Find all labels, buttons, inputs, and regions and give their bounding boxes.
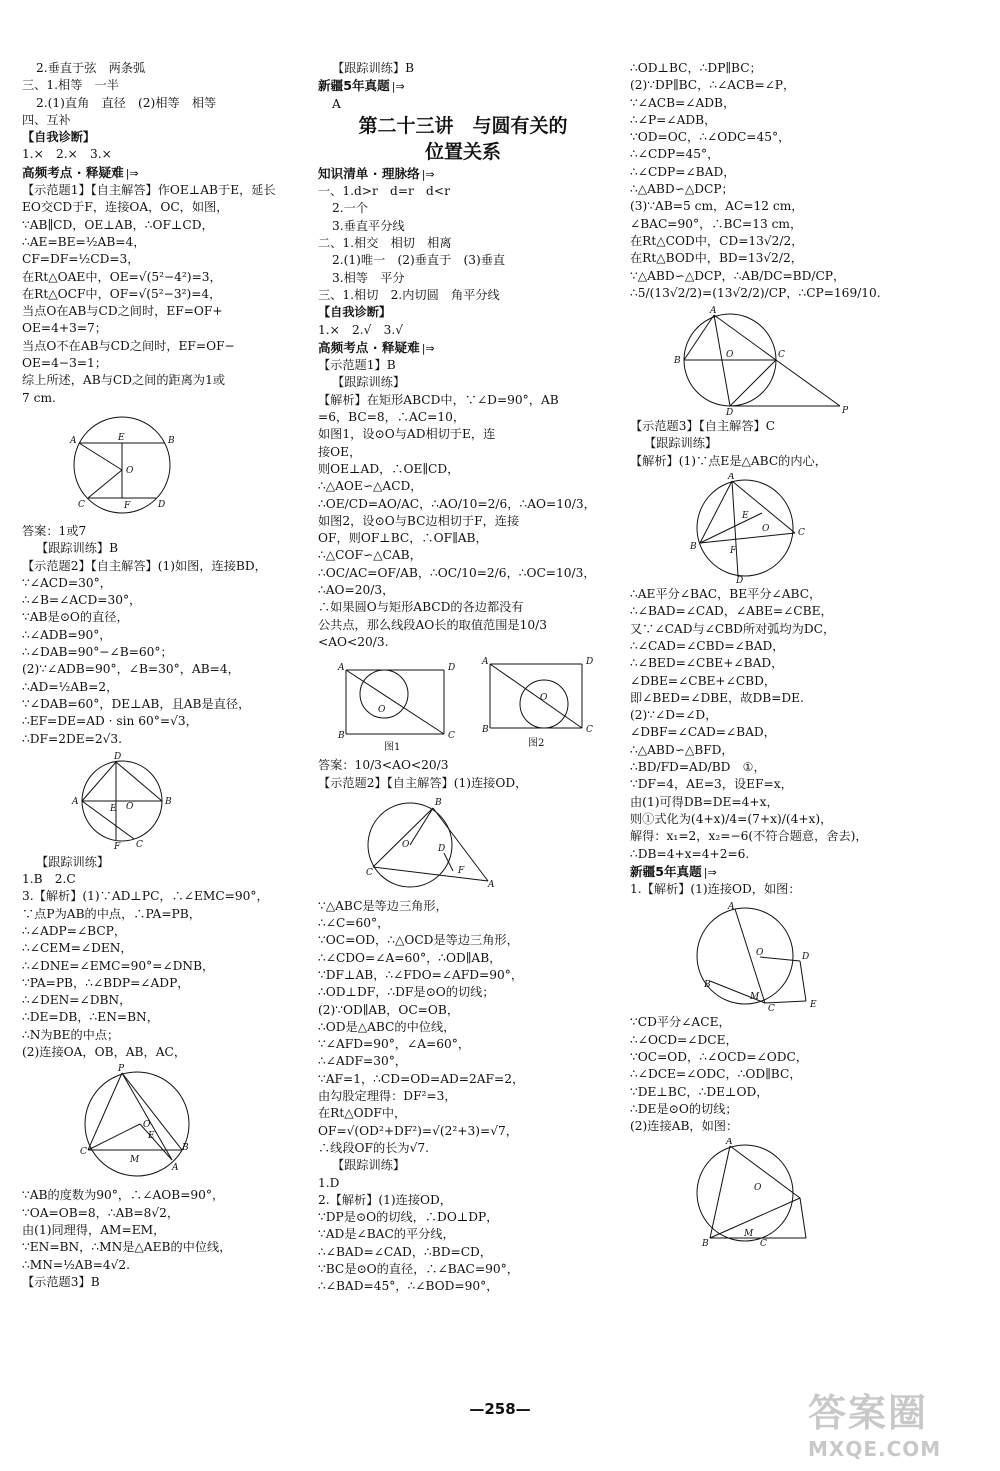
text-line: =6，BC=8，∴AC=10， [318,410,466,425]
svg-text:A: A [488,879,495,890]
text-line: ∴∠CAD=∠CBD=∠BAD， [630,638,785,653]
text-line: ∵AB的度数为90°，∴∠AOB=90°， [22,1188,225,1203]
text-line: ∵△ABD∽△DCP，∴AB/DC=BD/CP， [630,268,846,283]
text-line: (2)∵∠D=∠D， [630,708,718,723]
figure-circle5 [630,305,960,415]
svg-text:E: E [118,432,125,443]
text-line: 综上所述，AB与CD之间的距离为1或 [22,373,226,388]
text-line: ∵BC是⊙O的直径，∴∠BAC=90°， [318,1262,519,1277]
figure-circle1 [22,410,307,520]
text-line: 【自我诊断】 [22,130,96,145]
text-line: ∵点P为AB的中点，∴PA=PB， [22,906,201,921]
text-line: 【自我诊断】 [318,305,392,320]
svg-text:C: C [778,350,785,361]
text-line: ∴OD⊥DF，∴DF是⊙O的切线； [318,985,495,1000]
text-line: 由勾股定理得：DF²=3， [318,1089,457,1104]
text-line: (2)∵∠ADB=90°，∠B=30°，AB=4， [22,662,240,677]
svg-text:E: E [110,803,117,814]
text-line: 1.B 2.C [22,872,76,887]
svg-text:B: B [435,797,442,808]
text-line: 答案：1或7 [22,523,87,538]
text-line: ∴∠P=∠ADB， [630,112,717,127]
text-line: 又∵∠CAD与∠CBD所对弧均为DC， [630,621,836,636]
text-line: <AO<20/3. [318,634,389,649]
text-line: ∵DF=4，AE=3，设EF=x， [630,777,793,792]
section-heading: 知识清单 · 理脉络 |⇒ [318,165,435,181]
text-line: 【示范题3】B [22,1274,100,1289]
text-line: ∴如果圆O与矩形ABCD的各边都没有 [318,600,524,615]
svg-text:B: B [482,725,489,736]
svg-text:O: O [126,465,134,476]
svg-text:M: M [750,992,760,1003]
text-line: ∵∠ACD=30°， [22,575,112,590]
text-line: ∵OC=OD，∴△OCD是等边三角形， [318,933,519,948]
watermark-url: MXQE.COM [808,1437,942,1461]
svg-text:B: B [704,980,711,991]
text-line: ∵AF=1，∴CD=OD=AD=2AF=2， [318,1071,525,1086]
text-line: ∵∠ACB=∠ADB， [630,95,736,110]
watermark-text: 答案圈 [808,1391,929,1435]
text-line: ∴∠BAD=∠CAD，∴BD=CD， [318,1244,492,1259]
text-line: ∴∠DAB=90°−∠B=60°； [22,645,173,660]
text-line: 【示范题3】【自主解答】C [630,419,776,434]
text-line: ∵PA=PB，∴∠BDP=∠ADP， [22,975,190,990]
figure-circle6 [630,473,960,583]
text-line: ∴∠DCE=∠ODC，∴OD∥BC， [630,1067,802,1082]
text-line: 【示范题1】【自主解答】作OE⊥AB于E，延长 [22,183,276,198]
text-line: 在Rt△BOD中，BD=13√2/2， [630,251,803,266]
text-line: ∵EN=BN，∴MN是△AEB的中位线， [22,1240,232,1255]
text-line: ∵DE⊥BC，∴DE⊥OD， [630,1084,769,1099]
figure-circle7 [630,901,960,1011]
text-line: CF=DF=½CD=3， [22,252,140,267]
text-line: ∴∠CDP=45°， [630,147,720,162]
text-line: 【跟踪训练】 [332,1158,406,1173]
text-line: OE=4+3=7； [22,321,107,336]
text-line: ∴DE是⊙O的切线； [630,1101,738,1116]
text-line: ∴OC/AC=OF/AB，∴OC/10=2/6，∴OC=10/3， [318,565,596,580]
figure-caption-2: 图2 [528,738,545,750]
svg-text:P: P [118,1064,125,1075]
svg-text:O: O [540,693,548,704]
text-line: ∴∠CDP=∠BAD， [630,164,736,179]
svg-text:M: M [744,1229,754,1240]
text-line: 四、互补 [22,112,71,127]
svg-text:M: M [130,1155,140,1166]
figure-circle4 [318,795,608,895]
text-line: 在Rt△OAE中，OE=√(5²−4²)=3， [22,269,222,284]
svg-text:D: D [158,499,166,510]
text-line: ∴∠CDO=∠A=60°，∴OD∥AB， [318,950,502,965]
text-line: 三、1.相切 2.内切圆 角平分线 [318,287,500,302]
arrow-icon: |⇒ [703,865,717,879]
text-line: ∵AB是⊙O的直径， [22,610,129,625]
text-line: 则①式化为(4+x)/4=(7+x)/(4+x)， [630,811,833,826]
arrow-icon: |⇒ [391,80,405,94]
text-line: 【跟踪训练】 [36,854,110,869]
text-line: ∵DP是⊙O的切线，∴DO⊥DP， [318,1210,499,1225]
svg-text:C: C [760,1239,767,1249]
text-line: ∵DF⊥AB，∴∠FDO=∠AFD=90°， [318,967,524,982]
svg-text:D: D [726,408,734,416]
svg-text:B: B [338,731,345,742]
text-line: 1.× 2.√ 3.√ [318,322,404,337]
text-line: 如图1，设⊙O与AD相切于E，连 [318,427,496,442]
svg-text:D: D [448,663,456,674]
text-line: ∴∠BAD=45°，∴∠BOD=90°， [318,1279,499,1294]
text-line: (2)∵OD∥AB，OC=OB， [318,1002,460,1017]
text-line: ∵OC=OD，∴∠OCD=∠ODC， [630,1049,808,1064]
text-line: (2)连接OA，OB，AB，AC， [22,1045,187,1060]
svg-text:C: C [448,731,455,742]
text-line: ∴OD是△ABC的中位线， [318,1019,456,1034]
text-line: ∴∠BAD=∠CAD，∠ABE=∠CBE， [630,604,833,619]
text-line: ∴AE=BE=½AB=4， [22,234,146,249]
text-line: ∴∠ADF=30°， [318,1054,407,1069]
text-line: ∴△ABD∽△DCP； [630,182,734,197]
svg-text:B: B [702,1239,709,1249]
text-line: 由(1)可得DB=DE=4+x， [630,794,779,809]
text-line: ∠BAC=90°，∴BC=13 cm， [630,216,803,231]
svg-text:C: C [586,725,593,736]
text-line: ∴∠ADB=90°， [22,627,112,642]
svg-text:F: F [124,500,131,511]
text-line: 三、1.相等 一半 [22,78,119,93]
lecture-title: 位置关系 [424,140,501,163]
text-line: 2.(1)唯一 (2)垂直于 (3)垂直 [332,253,506,268]
text-line: ∴DB=4+x=4+2=6. [630,846,750,861]
text-line: 当点O不在AB与CD之间时，EF=OF− [22,338,235,353]
svg-text:D: D [438,843,446,854]
figure-rects [318,654,608,754]
text-line: ∠DBE=∠CBE+∠CBD， [630,673,777,688]
text-line: ∴5/(13√2/2)=(13√2/2)/CP，∴CP=169/10. [630,285,881,300]
text-line: 【跟踪训练】 [644,436,718,451]
arrow-icon: |⇒ [421,341,435,355]
text-line: 3.垂直平分线 [332,218,405,233]
text-line: 【跟踪训练】B [332,61,415,75]
svg-text:A: A [172,1163,179,1174]
lecture-title: 第二十三讲 与圆有关的 [358,114,568,137]
text-line: 答案：10/3<AO<20/3 [318,758,449,773]
text-line: 即∠BED=∠DBE，故DB=DE. [630,690,804,705]
svg-text:A: A [728,473,735,483]
arrow-icon: |⇒ [421,167,435,181]
text-line: ∴OE/CD=AO/AC，∴AO/10=2/6，∴AO=10/3， [318,496,596,511]
svg-text:E: E [810,1000,817,1011]
text-line: 如图2，设⊙O与BC边相切于F，连接 [318,513,520,528]
text-line: 【示范题2】【自主解答】(1)如图，连接BD， [22,558,267,573]
figure-circle3 [22,1064,307,1184]
svg-text:E: E [742,511,749,522]
arrow-icon: |⇒ [125,166,139,180]
text-line: ∵∠AFD=90°，∠A=60°， [318,1037,471,1052]
svg-text:C: C [78,499,85,510]
svg-text:O: O [378,705,386,716]
text-line: 1.× 2.× 3.× [22,147,112,162]
section-heading: 高频考点 · 释疑难 |⇒ [318,339,435,355]
text-line: ∵△ABC是等边三角形， [318,898,448,913]
figure-caption-1: 图1 [384,742,401,754]
text-line: 【跟踪训练】B [36,541,119,556]
svg-text:F: F [114,841,121,851]
section-heading: 高频考点 · 释疑难 |⇒ [22,164,139,180]
text-line: ∴∠BED=∠CBE+∠BAD， [630,656,784,671]
text-line: ∵OA=OB=8，∴AB=8√2， [22,1205,180,1220]
text-line: 【示范题2】【自主解答】(1)连接OD， [318,775,528,790]
text-line: (2)连接AB，如图： [630,1119,739,1134]
text-line: ∴N为BE的中点； [22,1027,120,1042]
text-line: ∵AB∥CD，OE⊥AB，∴OF⊥CD， [22,217,214,232]
text-line: 在Rt△OCF中，OF=√(5²−3²)=4， [22,286,222,301]
text-line: ∵∠DAB=60°，DE⊥AB，且AB是直径， [22,696,251,711]
text-line: 2.一个 [332,201,369,216]
svg-text:O: O [726,350,734,361]
svg-text:D: D [114,751,122,762]
text-line: ∵CD平分∠ACE， [630,1015,731,1030]
text-line: ∴∠B=∠ACD=30°， [22,593,142,608]
text-line: ∴EF=DE=AD · sin 60°=√3， [22,714,198,729]
text-line: A [332,96,341,111]
text-line: ∠DBF=∠CAD=∠BAD， [630,725,776,740]
svg-text:A: A [72,796,79,807]
text-line: 【解析】(1)∵点E是△ABC的内心， [630,453,827,468]
text-line: ∴OD⊥BC，∴DP∥BC； [630,61,762,75]
text-line: OF=√(OD²+DF²)=√(2²+3)=√7， [318,1123,518,1138]
page-number: —258— [469,1400,531,1418]
svg-text:O: O [756,948,764,959]
text-line: ∴BD/FD=AD/BD ①， [630,760,766,775]
svg-text:C: C [80,1147,87,1158]
svg-text:B: B [168,435,175,446]
section-heading: 新疆5年真题 |⇒ [318,78,405,94]
svg-text:A: A [728,902,735,913]
text-line: 【示范题1】B [318,358,396,373]
text-line: 7 cm. [22,390,56,405]
svg-text:P: P [842,406,849,416]
text-line: 接OE， [318,444,362,459]
column-right [630,60,960,1251]
text-line: 在Rt△ODF中， [318,1106,407,1121]
text-line: ∴∠CEM=∠DEN， [22,941,133,956]
svg-text:B: B [674,356,681,367]
section-heading: 新疆5年真题 |⇒ [630,863,717,879]
text-line: 公共点，那么线段AO长的取值范围是10/3 [318,617,547,632]
watermark-logo [808,1382,983,1462]
text-line: ∴MN=½AB=4√2. [22,1257,131,1272]
svg-text:B: B [165,796,172,807]
text-line: ∴DE=DB，∴EN=BN， [22,1010,159,1025]
svg-text:A: A [482,657,489,668]
svg-text:D: D [586,657,594,668]
text-line: 1.【解析】(1)连接OD，如图： [630,882,801,897]
svg-text:C: C [768,1004,775,1012]
svg-text:C: C [136,839,143,850]
text-line: 【解析】在矩形ABCD中，∵∠D=90°，AB [318,392,559,407]
svg-text:O: O [143,1120,151,1131]
svg-text:O: O [762,524,770,535]
text-line: 3.【解析】(1)∵AD⊥PC，∴∠EMC=90°， [22,889,269,904]
text-line: 2.垂直于弦 两条弧 [36,61,146,75]
text-line: ∴∠OCD=∠DCE， [630,1032,738,1047]
svg-text:O: O [754,1183,762,1194]
svg-text:A: A [338,663,345,674]
svg-text:O: O [402,839,410,850]
text-line: ∴AE平分∠BAC，BE平分∠ABC， [630,587,822,602]
text-line: (2)∵DP∥BC，∴∠ACB=∠P， [630,78,796,93]
text-line: 当点O在AB与CD之间时，EF=OF+ [22,304,223,319]
svg-text:E: E [148,1131,155,1142]
text-line: 解得：x₁=2，x₂=−6(不符合题意，舍去)， [630,829,868,844]
text-line: 1.D [318,1175,340,1190]
svg-text:A: A [70,435,77,446]
text-line: ∴∠DNE=∠EMC=90°=∠DNB， [22,958,215,973]
text-line: EO交CD于F，连接OA，OC，如图， [22,200,229,215]
text-line: 2.【解析】(1)连接OD， [318,1192,452,1207]
column-left [22,60,307,1291]
text-line: ∴AD=½AB=2， [22,679,119,694]
svg-text:B: B [182,1143,189,1154]
text-line: ∵AD是∠BAC的平分线， [318,1227,455,1242]
text-line: ∴△COF∽△CAB， [318,548,422,563]
svg-text:F: F [458,865,465,876]
text-line: 2.(1)直角 直径 (2)相等 相等 [36,95,217,110]
text-line: ∴∠ADP=∠BCP， [22,923,127,938]
text-line: ∴DF=2DE=2√3. [22,731,122,746]
svg-text:A: A [710,306,717,317]
text-line: 3.相等 平分 [332,270,405,285]
text-line: ∴∠C=60°， [318,916,390,931]
text-line: 一、1.d>r d=r d<r [318,184,450,199]
text-line: 【跟踪训练】 [332,375,406,390]
column-middle [318,60,608,1296]
text-line: 由(1)同理得，AM=EM， [22,1222,166,1237]
text-line: 二、1.相交 相切 相离 [318,236,452,251]
text-line: 则OE⊥AD，∴OE∥CD， [318,461,460,476]
text-line: OF，则OF⊥BC，∴OF∥AB， [318,531,488,546]
figure-circle2 [22,751,307,851]
text-line: ∴线段OF的长为√7. [318,1140,429,1155]
svg-text:B: B [690,542,697,553]
figure-circle8 [630,1138,960,1248]
text-line: ∴∠DEN=∠DBN， [22,993,132,1008]
text-line: ∴AO=20/3， [318,583,395,598]
text-line: ∴△AOE∽△ACD， [318,479,423,494]
svg-text:C: C [798,528,805,539]
text-line: ∴△ABD∽△BFD， [630,742,734,757]
svg-text:O: O [126,801,134,812]
svg-text:D: D [802,952,810,963]
text-line: OE=4−3=1； [22,356,107,371]
svg-text:D: D [736,576,744,584]
text-line: 在Rt△COD中，CD=13√2/2， [630,233,804,248]
svg-text:F: F [730,546,737,557]
svg-text:C: C [366,867,373,878]
text-line: (3)∵AB=5 cm，AC=12 cm， [630,199,804,214]
svg-text:A: A [726,1138,733,1148]
text-line: ∵OD=OC，∴∠ODC=45°， [630,130,791,145]
